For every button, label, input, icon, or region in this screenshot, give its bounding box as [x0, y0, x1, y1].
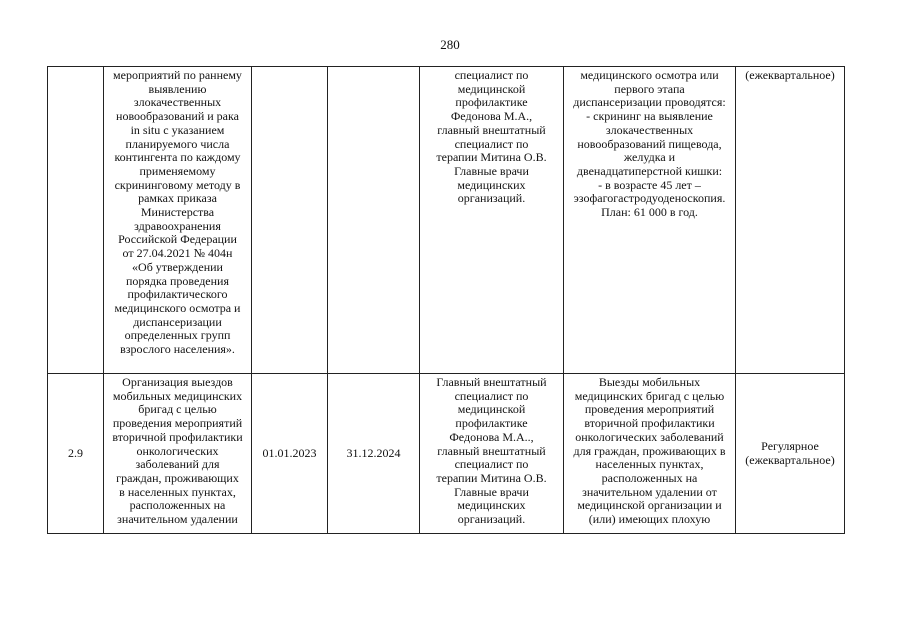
row-number-cell: [48, 67, 104, 374]
table-row: [48, 67, 845, 374]
responsible-cell: Главный внештатный специалист по медицинской профилактике Федонова М.А.., главный внештатный специалист по терапии Митина О.В. Главные врачи медицинских организаций.: [420, 374, 564, 534]
responsible-cell: специалист по медицинской профилактике Федонова М.А., главный внештатный специалист по терапии Митина О.В. Главные врачи медицинских организаций.: [420, 67, 564, 374]
event-cell: Организация выездов мобильных медицинских бригад с целью проведения мероприятий вторичной профилактики онкологических заболеваний для граждан, проживающих в населенных пунктах, расположенных на значительном удалении: [104, 374, 252, 534]
row-number-cell: 2.9: [48, 374, 104, 534]
result-cell: Выезды мобильных медицинских бригад с целью проведения мероприятий вторичной профилактики онкологических заболеваний для граждан, проживающих в населенных пунктах, расположенных на значительном удалении от медицинской организации и (или) имеющих плохую: [564, 374, 736, 534]
page-number: 280: [440, 37, 460, 52]
start-date-cell: [252, 67, 328, 374]
frequency-cell: Регулярное (ежеквартальное): [736, 374, 845, 534]
result-cell: медицинского осмотра или первого этапа диспансеризации проводятся: - скрининг на выявление злокачественных новообразований пищевода, желудка и двенадцатиперстной кишки: - в возрасте 45 лет – эзофагогастродуоденоскопия. План: 61 000 в год.: [564, 67, 736, 374]
frequency-cell: (ежеквартальное): [736, 67, 845, 374]
end-date-cell: [328, 67, 420, 374]
start-date-cell: 01.01.2023: [252, 374, 328, 534]
end-date-cell: 31.12.2024: [328, 374, 420, 534]
table-row: [48, 374, 845, 534]
event-cell: мероприятий по раннему выявлению злокачественных новообразований и рака in situ с указанием планируемого числа контингента по каждому применяемому скрининговому методу в рамках приказа Министерства здравоохранения Российской Федерации от 27.04.2021 № 404н «Об утверждении порядка проведения профилактического медицинского осмотра и диспансеризации определенных групп взрослого населения».: [104, 67, 252, 374]
measures-table: [47, 66, 845, 534]
